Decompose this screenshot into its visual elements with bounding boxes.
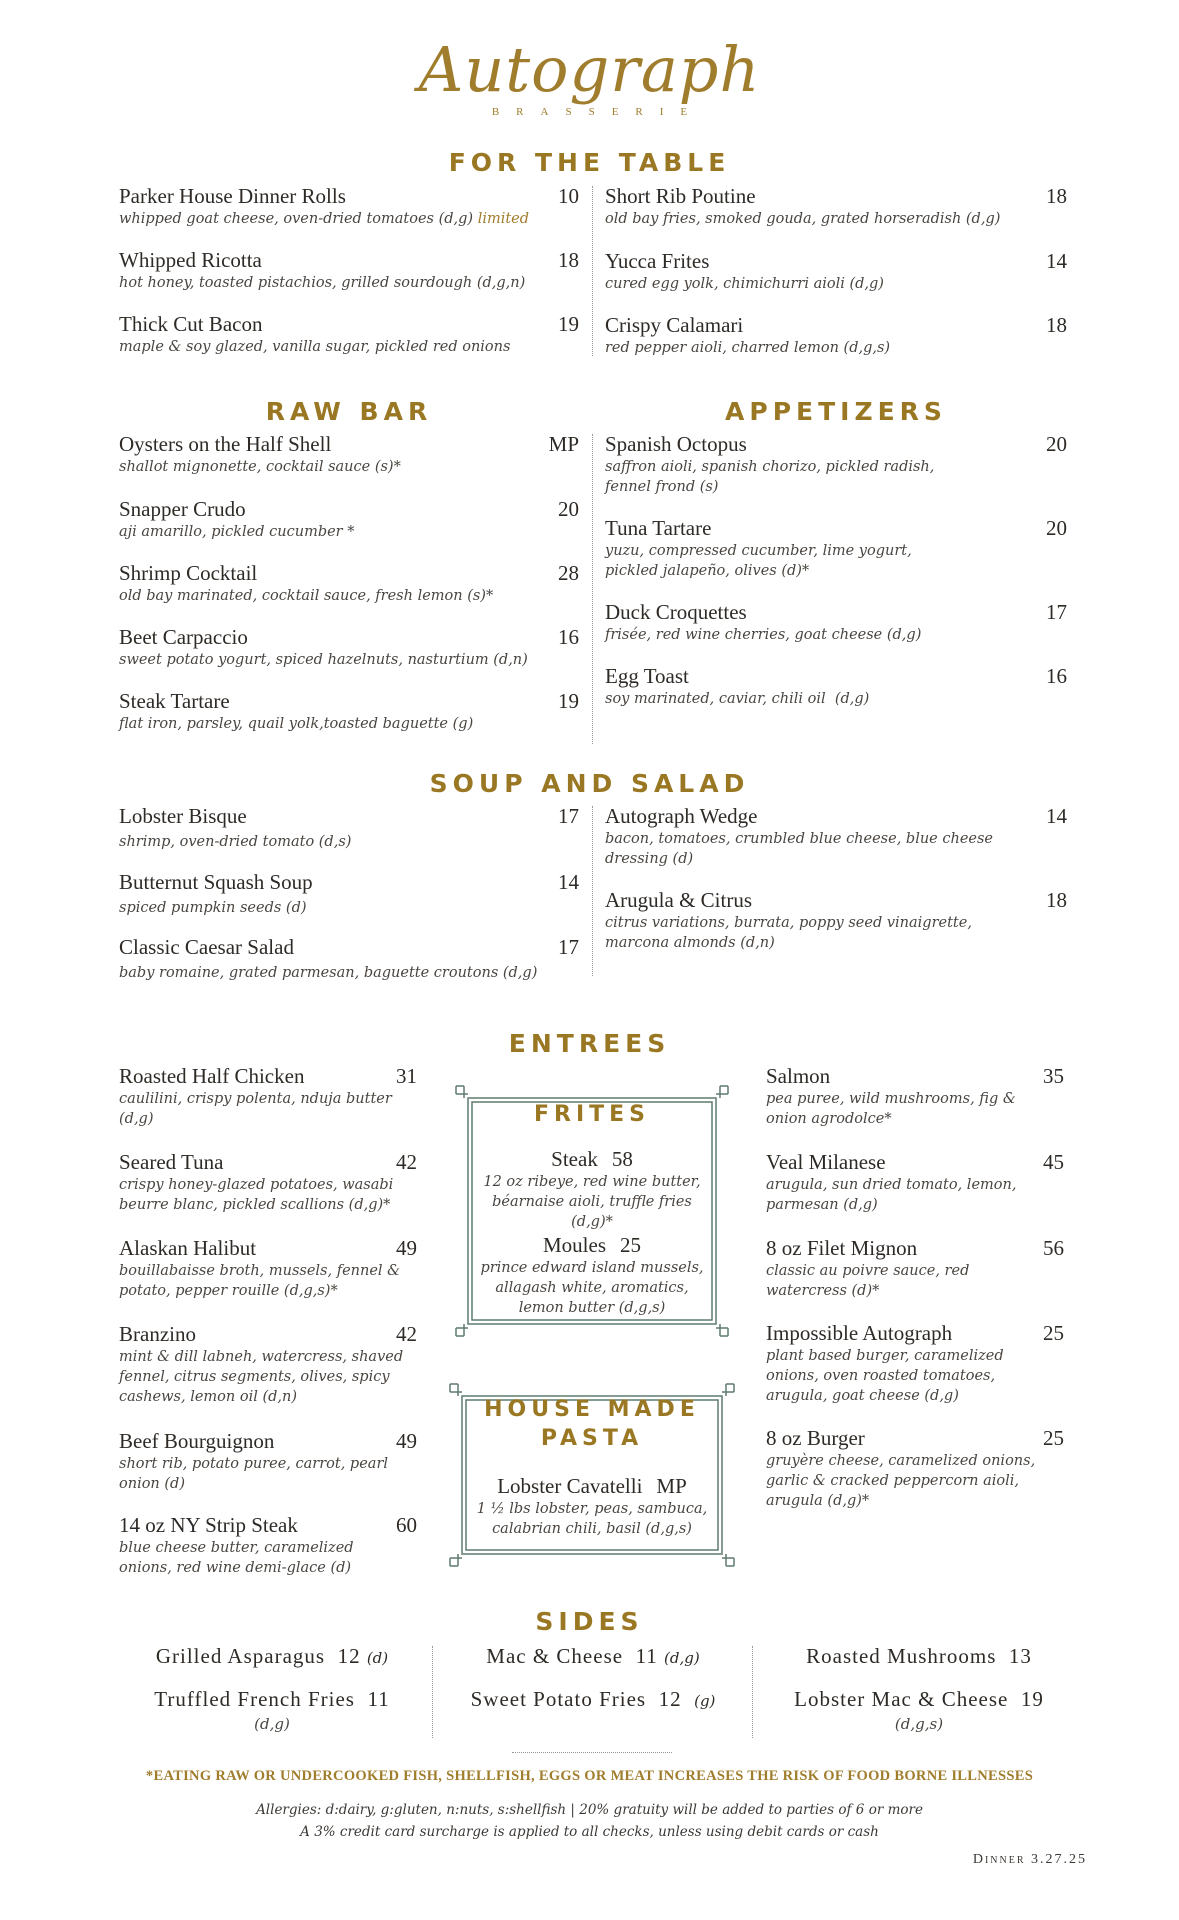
- item-desc: bacon, tomatoes, crumbled blue cheese, blue cheese dressing (d): [605, 831, 994, 867]
- side-name: Truffled French Fries: [154, 1687, 355, 1711]
- menu-item-parker-house-rolls: [119, 184, 579, 229]
- side-roasted-mushrooms: [754, 1644, 1084, 1669]
- item-desc: sweet potato yogurt, spiced hazelnuts, nasturtium (d,n): [119, 652, 528, 668]
- item-desc: arugula, sun dried tomato, lemon, parmesan (d,g): [766, 1177, 1017, 1213]
- item-desc: aji amarillo, pickled cucumber *: [119, 524, 355, 540]
- item-price: 49: [396, 1429, 417, 1453]
- item-name: Lobster Bisque: [119, 804, 247, 828]
- item-price: 18: [1046, 184, 1067, 208]
- item-name: Whipped Ricotta: [119, 248, 262, 272]
- item-desc: caulilini, crispy polenta, nduja butter (d,g): [119, 1091, 392, 1127]
- limited-note: limited: [477, 211, 530, 227]
- item-desc: maple & soy glazed, vanilla sugar, pickled red onions: [119, 339, 511, 355]
- menu-item-oysters: [119, 432, 579, 477]
- item-price: 31: [396, 1064, 417, 1088]
- item-price: 10: [558, 184, 579, 208]
- item-price: 18: [1046, 888, 1067, 912]
- menu-item-spanish-octopus: [605, 432, 1067, 497]
- item-desc: baby romaine, grated parmesan, baguette croutons (d,g): [119, 965, 538, 981]
- item-desc: old bay marinated, cocktail sauce, fresh lemon (s)*: [119, 588, 494, 604]
- side-price: 12: [658, 1687, 682, 1711]
- item-name: Impossible Autograph: [766, 1321, 953, 1345]
- side-price: 11: [635, 1644, 658, 1668]
- item-name: Egg Toast: [605, 664, 689, 688]
- menu-item-butternut-squash-soup: [119, 870, 579, 918]
- menu-item-egg-toast: [605, 664, 1067, 709]
- menu-item-tuna-tartare: [605, 516, 1067, 581]
- menu-item-steak-tartare: [119, 689, 579, 734]
- item-desc: crispy honey-glazed potatoes, wasabi beurre blanc, pickled scallions (d,g)*: [119, 1177, 394, 1213]
- side-price: 12: [337, 1644, 361, 1668]
- item-desc: red pepper aioli, charred lemon (d,g,s): [605, 340, 891, 356]
- side-name: Sweet Potato Fries: [470, 1687, 647, 1711]
- section-title-frites: FRITES: [533, 1102, 651, 1127]
- menu-item-whipped-ricotta: [119, 248, 579, 293]
- menu-item-yucca-frites: [605, 249, 1067, 294]
- item-price: MP: [656, 1474, 687, 1498]
- item-price: 25: [620, 1233, 641, 1257]
- item-desc: gruyère cheese, caramelized onions, garlic & cracked peppercorn aioli, arugula (d,g)*: [766, 1453, 1036, 1509]
- item-desc: pea puree, wild mushrooms, fig & onion agrodolce*: [766, 1091, 1016, 1127]
- side-price: 19: [1020, 1687, 1044, 1711]
- raw-food-warning: *EATING RAW OR UNDERCOOKED FISH, SHELLFISH, EGGS OR MEAT INCREASES THE RISK OF FOOD BORNE ILLNESSES: [145, 1768, 1034, 1784]
- item-desc: 12 oz ribeye, red wine butter, béarnaise aioli, truffle fries (d,g)*: [483, 1174, 701, 1230]
- item-price: 17: [558, 935, 579, 959]
- item-name: Steak: [551, 1147, 598, 1171]
- menu-item-arugula-citrus: [605, 888, 1067, 953]
- item-price: 20: [558, 497, 579, 521]
- menu-item-salmon: [766, 1064, 1064, 1129]
- item-desc: short rib, potato puree, carrot, pearl onion (d): [119, 1456, 389, 1492]
- item-name: Seared Tuna: [119, 1150, 224, 1174]
- item-price: 17: [1046, 600, 1067, 624]
- item-desc: frisée, red wine cherries, goat cheese (d,g): [605, 627, 922, 643]
- menu-item-veal-milanese: [766, 1150, 1064, 1215]
- item-price: 60: [396, 1513, 417, 1537]
- item-name: Yucca Frites: [605, 249, 710, 273]
- item-desc: shrimp, oven-dried tomato (d,s): [119, 834, 352, 850]
- item-desc: blue cheese butter, caramelized onions, red wine demi-glace (d): [119, 1540, 354, 1576]
- item-desc: hot honey, toasted pistachios, grilled sourdough (d,g,n): [119, 275, 526, 291]
- section-title-appetizers: APPETIZERS: [725, 397, 947, 426]
- item-desc: shallot mignonette, cocktail sauce (s)*: [119, 459, 401, 475]
- side-name: Mac & Cheese: [486, 1644, 624, 1668]
- item-name: Alaskan Halibut: [119, 1236, 257, 1260]
- item-name: Beef Bourguignon: [119, 1429, 275, 1453]
- item-name: Beet Carpaccio: [119, 625, 248, 649]
- item-price: 49: [396, 1236, 417, 1260]
- item-price: 16: [1046, 664, 1067, 688]
- item-price: 42: [396, 1150, 417, 1174]
- menu-item-branzino: [119, 1322, 417, 1407]
- section-title-for-the-table: FOR THE TABLE: [448, 148, 731, 177]
- item-desc: spiced pumpkin seeds (d): [119, 900, 307, 916]
- item-name: Short Rib Poutine: [605, 184, 756, 208]
- allergies-note: Allergies: d:dairy, g:gluten, n:nuts, s:shellfish | 20% gratuity will be added to parties of 6 or more: [256, 1802, 923, 1818]
- menu-item-steak-frites: [470, 1147, 714, 1232]
- menu-item-thick-cut-bacon: [119, 312, 579, 357]
- item-name: Thick Cut Bacon: [119, 312, 263, 336]
- side-lobster-mac-and-cheese: [754, 1687, 1084, 1712]
- section-title-pasta: PASTA: [540, 1426, 644, 1451]
- item-name: Lobster Cavatelli: [497, 1474, 643, 1498]
- item-price: 14: [558, 870, 579, 894]
- menu-item-moules-frites: [470, 1233, 714, 1318]
- sides-divider: [432, 1646, 433, 1738]
- side-truffled-french-fries: [112, 1687, 432, 1712]
- item-name: 8 oz Filet Mignon: [766, 1236, 918, 1260]
- item-name: Oysters on the Half Shell: [119, 432, 332, 456]
- item-desc: yuzu, compressed cucumber, lime yogurt, pickled jalapeño, olives (d)*: [605, 543, 912, 579]
- section-title-soup-and-salad: SOUP AND SALAD: [429, 769, 750, 798]
- menu-item-ny-strip-steak: [119, 1513, 417, 1578]
- brand-name: Autograph: [418, 33, 761, 106]
- menu-item-filet-mignon: [766, 1236, 1064, 1301]
- column-divider: [592, 434, 593, 744]
- item-price: 58: [611, 1147, 633, 1171]
- item-name: Butternut Squash Soup: [119, 870, 313, 894]
- item-name: 14 oz NY Strip Steak: [119, 1513, 298, 1537]
- column-divider: [592, 186, 593, 356]
- item-name: 8 oz Burger: [766, 1426, 865, 1450]
- menu-item-impossible-autograph: [766, 1321, 1064, 1406]
- side-tag: (d,g): [664, 1649, 700, 1667]
- menu-item-snapper-crudo: [119, 497, 579, 542]
- side-tag: (d,g,s): [894, 1715, 944, 1733]
- surcharge-note: A 3% credit card surcharge is applied to all checks, unless using debit cards or cash: [300, 1824, 879, 1840]
- side-tag: (d,g): [254, 1715, 290, 1733]
- item-desc: flat iron, parsley, quail yolk,toasted baguette (g): [119, 716, 474, 732]
- item-desc: classic au poivre sauce, red watercress (d)*: [766, 1263, 970, 1299]
- item-name: Classic Caesar Salad: [119, 935, 294, 959]
- menu-item-beef-bourguignon: [119, 1429, 417, 1494]
- side-name: Lobster Mac & Cheese: [794, 1687, 1009, 1711]
- item-name: Veal Milanese: [766, 1150, 886, 1174]
- item-price: 56: [1043, 1236, 1064, 1260]
- section-title-sides: SIDES: [535, 1607, 644, 1636]
- menu-item-beet-carpaccio: [119, 625, 579, 670]
- item-name: Steak Tartare: [119, 689, 230, 713]
- menu-item-burger: [766, 1426, 1064, 1511]
- menu-item-alaskan-halibut: [119, 1236, 417, 1301]
- item-price: 45: [1043, 1150, 1064, 1174]
- item-name: Parker House Dinner Rolls: [119, 184, 346, 208]
- item-name: Snapper Crudo: [119, 497, 246, 521]
- item-desc: 1 ½ lbs lobster, peas, sambuca, calabrian chili, basil (d,g,s): [476, 1501, 708, 1537]
- item-price: 28: [558, 561, 579, 585]
- item-price: 14: [1046, 804, 1067, 828]
- side-grilled-asparagus: [112, 1644, 432, 1669]
- item-price: 20: [1046, 432, 1067, 456]
- item-price: 42: [396, 1322, 417, 1346]
- menu-item-classic-caesar-salad: [119, 935, 579, 983]
- side-sweet-potato-fries: [434, 1687, 752, 1712]
- item-name: Tuna Tartare: [605, 516, 712, 540]
- menu-item-lobster-cavatelli: [466, 1474, 718, 1539]
- item-name: Moules: [543, 1233, 606, 1257]
- item-price: MP: [548, 432, 579, 456]
- item-desc: whipped goat cheese, oven-dried tomatoes (d,g): [119, 211, 474, 227]
- side-name: Roasted Mushrooms: [806, 1644, 997, 1668]
- side-price: 11: [367, 1687, 390, 1711]
- menu-item-roasted-half-chicken: [119, 1064, 417, 1129]
- side-tag: (d): [366, 1649, 389, 1667]
- item-price: 25: [1043, 1321, 1064, 1345]
- item-price: 17: [558, 804, 579, 828]
- menu-item-crispy-calamari: [605, 313, 1067, 358]
- item-desc: soy marinated, caviar, chili oil (d,g): [605, 691, 870, 707]
- item-desc: mint & dill labneh, watercress, shaved fennel, citrus segments, olives, spicy cashews, lemon oil (d,n): [119, 1349, 404, 1405]
- item-price: 19: [558, 689, 579, 713]
- item-desc: cured egg yolk, chimichurri aioli (d,g): [605, 276, 884, 292]
- side-mac-and-cheese: [434, 1644, 752, 1669]
- section-title-raw-bar: RAW BAR: [265, 397, 433, 426]
- item-desc: old bay fries, smoked gouda, grated horseradish (d,g): [605, 211, 1001, 227]
- menu-item-short-rib-poutine: [605, 184, 1067, 229]
- item-name: Duck Croquettes: [605, 600, 747, 624]
- item-desc: bouillabaisse broth, mussels, fennel & potato, pepper rouille (d,g,s)*: [119, 1263, 401, 1299]
- menu-item-shrimp-cocktail: [119, 561, 579, 606]
- item-price: 20: [1046, 516, 1067, 540]
- item-desc: saffron aioli, spanish chorizo, pickled radish, fennel frond (s): [605, 459, 935, 495]
- item-price: 16: [558, 625, 579, 649]
- sides-divider: [752, 1646, 753, 1738]
- item-price: 25: [1043, 1426, 1064, 1450]
- section-title-house-made: HOUSE MADE: [484, 1397, 700, 1422]
- item-price: 18: [1046, 313, 1067, 337]
- item-price: 18: [558, 248, 579, 272]
- menu-item-seared-tuna: [119, 1150, 417, 1215]
- item-name: Salmon: [766, 1064, 831, 1088]
- menu-item-duck-croquettes: [605, 600, 1067, 645]
- item-name: Arugula & Citrus: [605, 888, 752, 912]
- item-desc: prince edward island mussels, allagash white, aromatics, lemon butter (d,g,s): [480, 1260, 704, 1316]
- section-title-entrees: ENTREES: [508, 1029, 671, 1058]
- item-name: Crispy Calamari: [605, 313, 744, 337]
- item-desc: citrus variations, burrata, poppy seed vinaigrette, marcona almonds (d,n): [605, 915, 972, 951]
- column-divider: [592, 806, 593, 976]
- item-name: Autograph Wedge: [605, 804, 758, 828]
- side-name: Grilled Asparagus: [155, 1644, 326, 1668]
- menu-version: Dinner 3.27.25: [972, 1852, 1087, 1867]
- item-name: Spanish Octopus: [605, 432, 747, 456]
- brand-logo: [0, 30, 1179, 118]
- side-tag: (g): [694, 1692, 716, 1710]
- menu-item-lobster-bisque: [119, 804, 579, 852]
- item-name: Roasted Half Chicken: [119, 1064, 305, 1088]
- item-price: 14: [1046, 249, 1067, 273]
- footer-divider: [512, 1752, 672, 1753]
- item-price: 35: [1043, 1064, 1064, 1088]
- brand-subtitle: BRASSERIE: [491, 106, 705, 118]
- item-name: Branzino: [119, 1322, 196, 1346]
- menu-item-autograph-wedge: [605, 804, 1067, 869]
- item-price: 19: [558, 312, 579, 336]
- item-name: Shrimp Cocktail: [119, 561, 258, 585]
- item-desc: plant based burger, caramelized onions, oven roasted tomatoes, arugula, goat cheese (d,g): [766, 1348, 1004, 1404]
- side-price: 13: [1008, 1644, 1032, 1668]
